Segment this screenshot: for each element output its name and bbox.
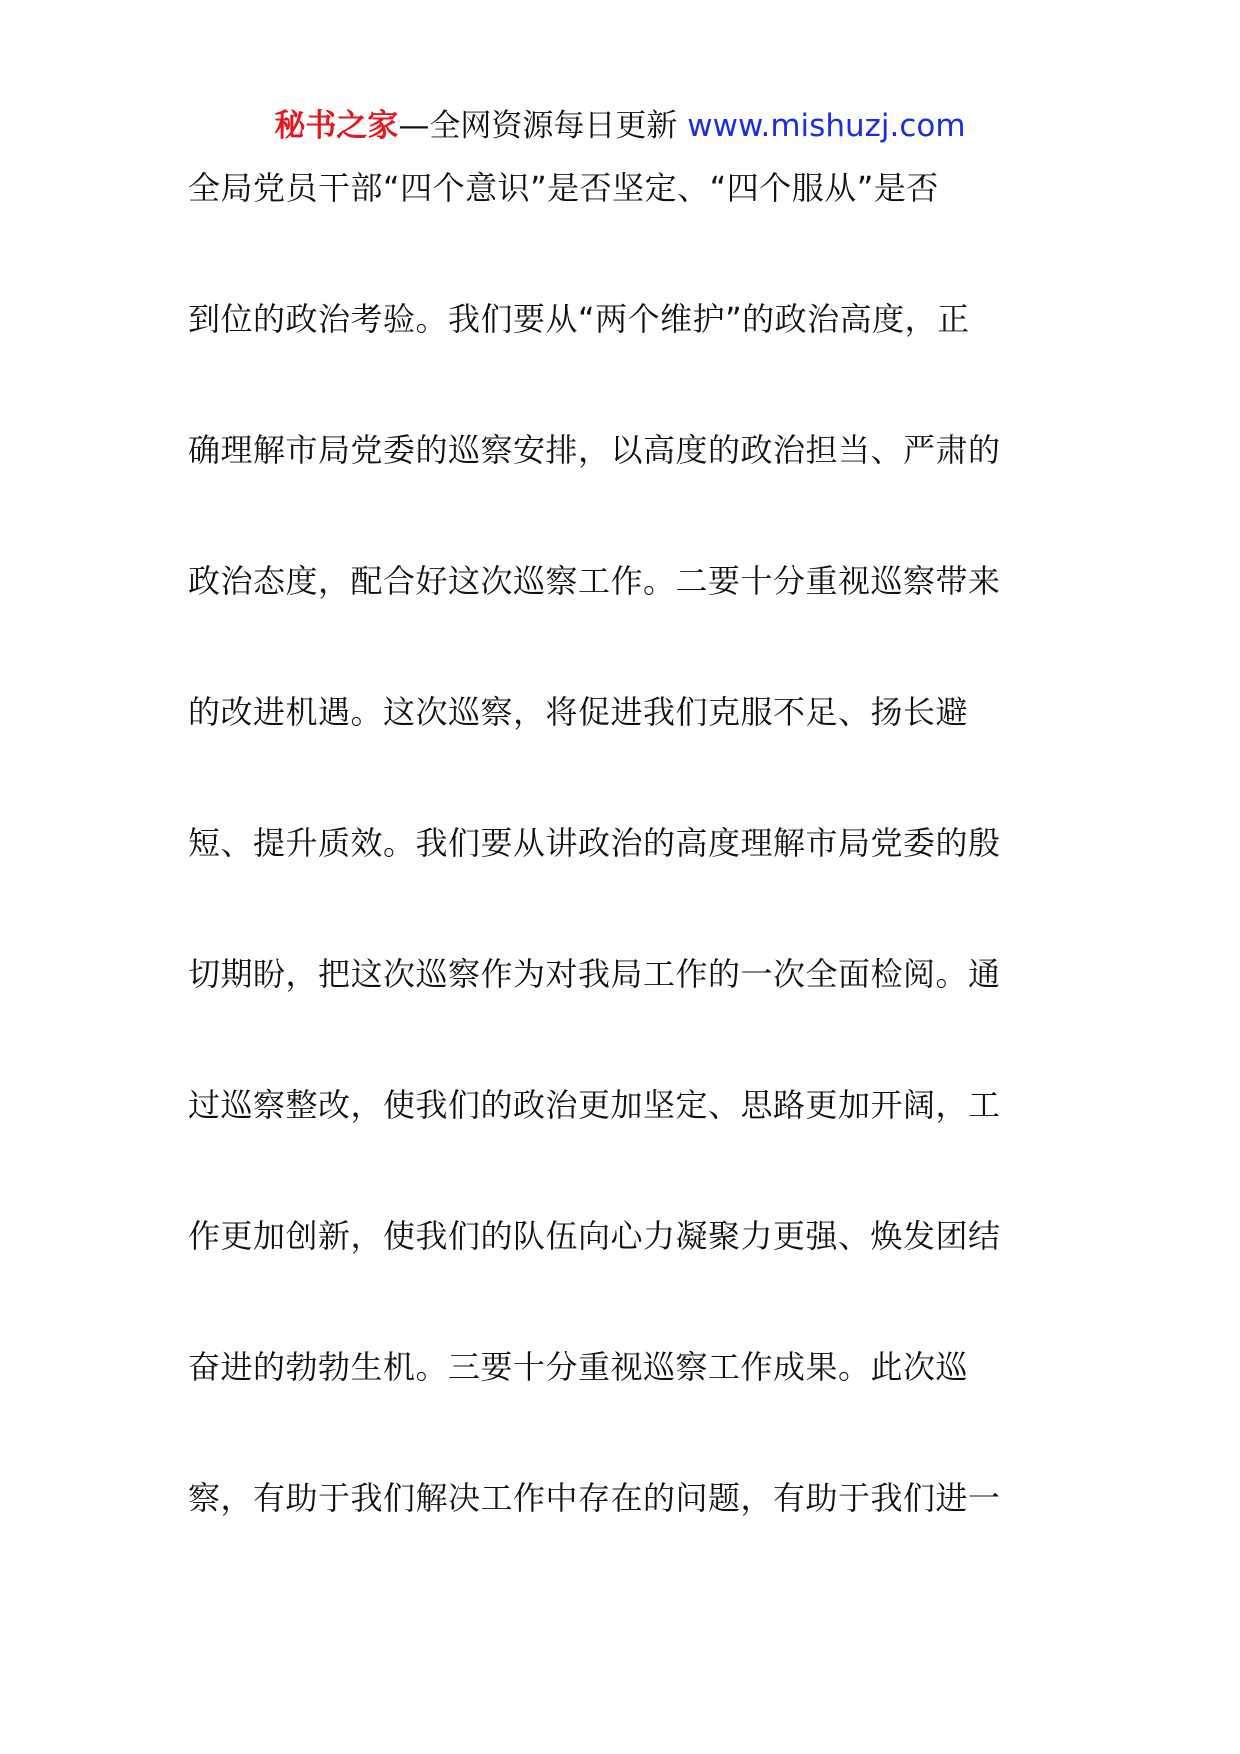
text-line: 奋进的勃勃生机。三要十分重视巡察工作成果。此次巡 bbox=[188, 1348, 969, 1386]
text-line: 的改进机遇。这次巡察，将促进我们克服不足、扬长避 bbox=[188, 693, 969, 731]
text-line: 短、提升质效。我们要从讲政治的高度理解市局党委的殷 bbox=[188, 824, 1001, 862]
site-url: www.mishuzj.com bbox=[687, 108, 966, 144]
page-header bbox=[0, 104, 1240, 148]
text-line: 全局党员干部“四个意识”是否坚定、“四个服从”是否 bbox=[188, 169, 939, 207]
text-line: 察，有助于我们解决工作中存在的问题，有助于我们进一 bbox=[188, 1479, 1001, 1517]
text-line: 过巡察整改，使我们的政治更加坚定、思路更加开阔，工 bbox=[188, 1086, 1001, 1124]
text-line: 政治态度，配合好这次巡察工作。二要十分重视巡察带来 bbox=[188, 562, 1001, 600]
header-tagline: —全网资源每日更新 bbox=[398, 108, 688, 144]
brand-name: 秘书之家 bbox=[274, 108, 399, 144]
text-line: 确理解市局党委的巡察安排，以高度的政治担当、严肃的 bbox=[188, 431, 1001, 469]
text-line: 切期盼，把这次巡察作为对我局工作的一次全面检阅。通 bbox=[188, 955, 1001, 993]
body-text bbox=[188, 166, 1068, 1607]
text-line: 作更加创新，使我们的队伍向心力凝聚力更强、焕发团结 bbox=[188, 1217, 1001, 1255]
text-line: 到位的政治考验。我们要从“两个维护”的政治高度，正 bbox=[188, 300, 970, 338]
